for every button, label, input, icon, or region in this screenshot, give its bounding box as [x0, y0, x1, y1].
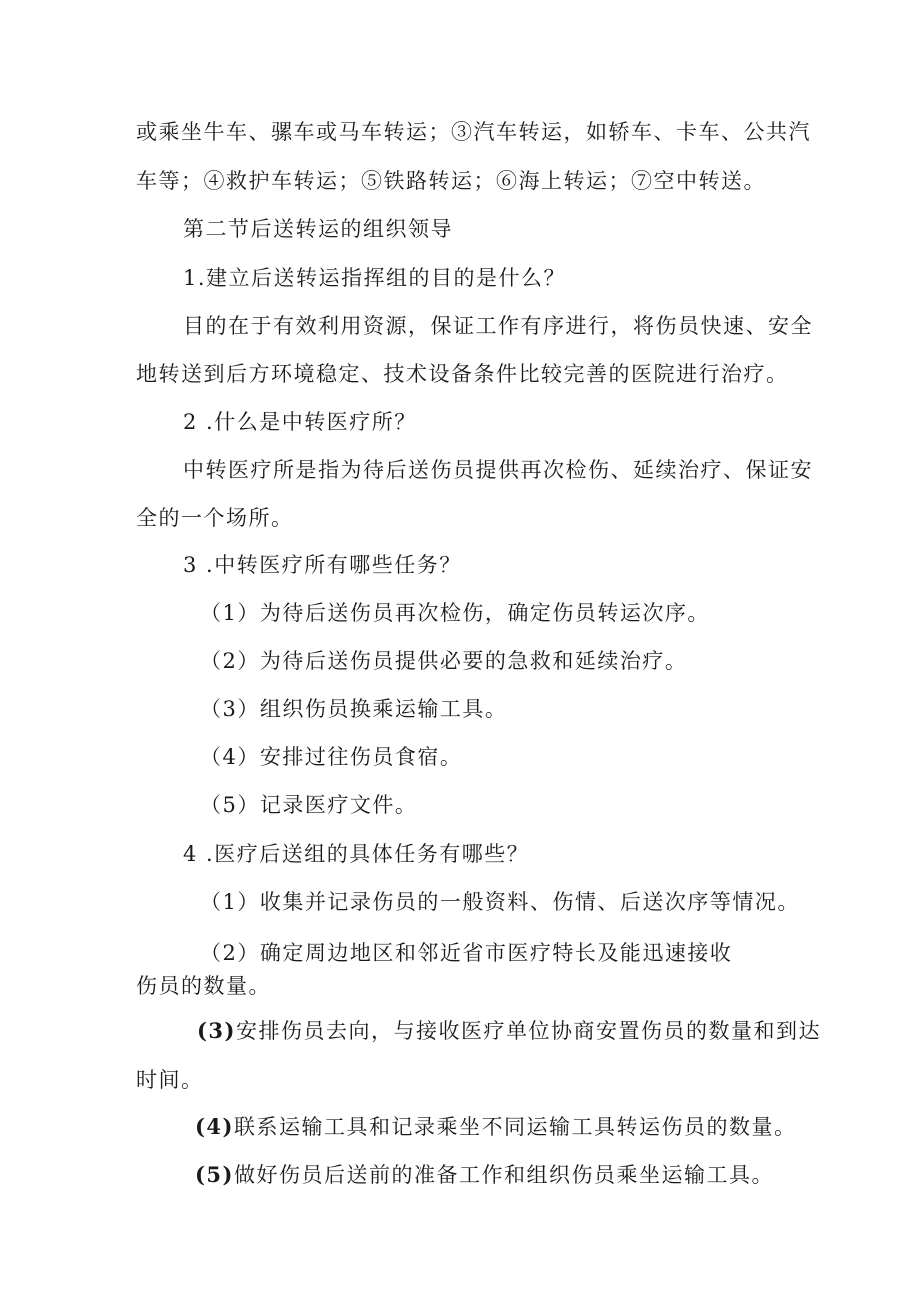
- list-item: [197, 1017, 821, 1045]
- list-item: [195, 1161, 774, 1189]
- paragraph-line: 伤员的数量。: [136, 974, 271, 998]
- section-heading: 第二节后送转运的组织领导: [183, 217, 453, 241]
- list-item-text: 联系运输工具和记录乘坐不同运输工具转运伤员的数量。: [233, 1115, 797, 1139]
- paragraph-line: 地转送到后方环境稳定、技术设备条件比较完善的医院进行治疗。: [136, 362, 789, 386]
- paragraph-line: 车等；④救护车转运；⑤铁路转运；⑥海上转运；⑦空中转送。: [136, 169, 766, 193]
- paragraph-line: 中转医疗所是指为待后送伤员提供再次检伤、延续治疗、保证安: [183, 458, 813, 482]
- question-heading: 3 .中转医疗所有哪些任务？: [183, 553, 462, 577]
- list-item: [195, 1113, 796, 1141]
- list-marker: (3): [197, 1018, 236, 1043]
- question-heading: 1.建立后送转运指挥组的目的是什么？: [183, 266, 567, 290]
- list-item: （1）为待后送伤员再次检伤，确定伤员转运次序。: [200, 601, 710, 625]
- paragraph-line: 目的在于有效利用资源，保证工作有序进行，将伤员快速、安全: [183, 314, 813, 338]
- list-item: （4）安排过往伤员食宿。: [200, 745, 463, 769]
- question-heading: 4 .医疗后送组的具体任务有哪些？: [183, 842, 530, 866]
- list-item: （2）确定周边地区和邻近省市医疗特长及能迅速接收: [200, 941, 733, 965]
- list-item: （5）记录医疗文件。: [200, 793, 418, 817]
- list-marker: (5): [195, 1162, 234, 1187]
- paragraph-line: 或乘坐牛车、骡车或马车转运；③汽车转运，如轿车、卡车、公共汽: [136, 120, 811, 144]
- question-heading: 2 .什么是中转医疗所？: [183, 410, 417, 434]
- list-item-text: 做好伤员后送前的准备工作和组织伤员乘坐运输工具。: [233, 1163, 774, 1187]
- list-item: （2）为待后送伤员提供必要的急救和延续治疗。: [200, 649, 688, 673]
- paragraph-line: 时间。: [136, 1068, 204, 1092]
- list-item: （3）组织伤员换乘运输工具。: [200, 697, 508, 721]
- paragraph-line: 全的一个场所。: [136, 506, 294, 530]
- list-item: （1）收集并记录伤员的一般资料、伤情、后送次序等情况。: [200, 890, 800, 914]
- list-marker: (4): [195, 1114, 234, 1139]
- list-item-text: 安排伤员去向，与接收医疗单位协商安置伤员的数量和到达: [235, 1019, 821, 1043]
